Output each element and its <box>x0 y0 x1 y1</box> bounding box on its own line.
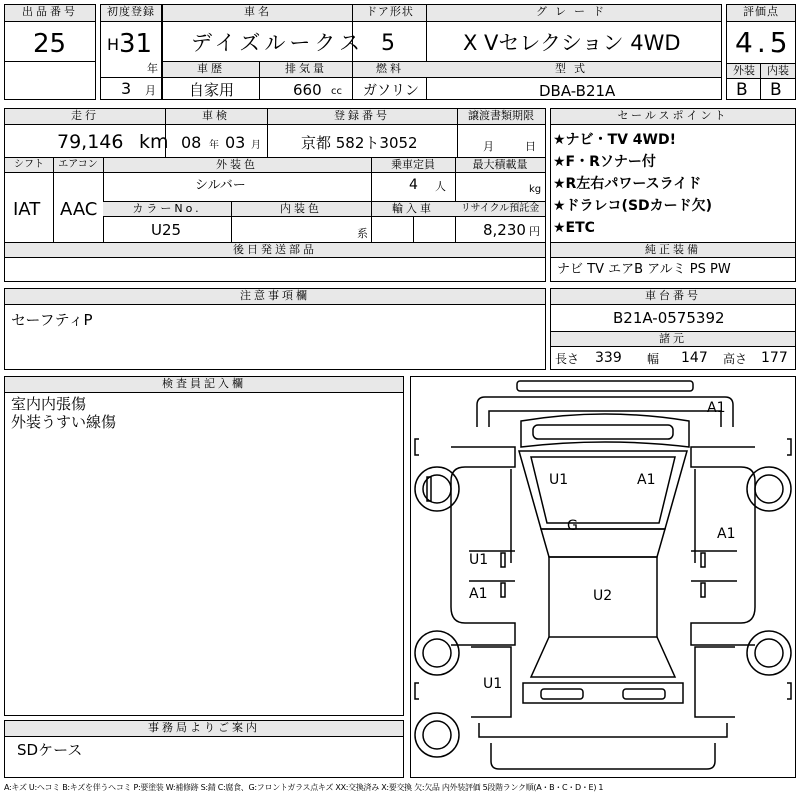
sales-point: ★ETC <box>553 220 595 236</box>
damage-mark: U1 <box>469 552 489 568</box>
height-label: 高さ <box>723 352 748 366</box>
shift-value: IAT <box>13 199 41 220</box>
chassis-value: B21A-0575392 <box>613 309 725 327</box>
office-label: 事務局よりご案内 <box>5 721 403 737</box>
inspector-line: 外装うすい線傷 <box>11 413 117 431</box>
color-no-label: カラーNo. <box>103 202 231 217</box>
chassis-box <box>550 288 796 370</box>
exterior-label: 外装 <box>727 64 761 79</box>
displacement-label: 排気量 <box>259 62 353 78</box>
damage-mark: U1 <box>549 472 569 488</box>
lot-value: 25 <box>33 29 67 59</box>
shift-label: シフト <box>5 158 53 173</box>
genuine-label: 純正装備 <box>551 243 795 258</box>
plate-label: 登録番号 <box>267 109 457 125</box>
score-box <box>726 4 796 100</box>
grade-value: X Vセレクション 4WD <box>463 31 681 55</box>
first-reg-box <box>100 4 162 100</box>
later-parts-label: 後日発送部品 <box>5 243 545 258</box>
transfer-label: 譲渡書類期限 <box>457 109 545 125</box>
fuel-value: ガソリン <box>363 83 419 99</box>
notes-label: 注意事項欄 <box>5 289 545 305</box>
plate-value: 京都 582ト3052 <box>301 134 418 152</box>
exterior-value: B <box>736 80 748 100</box>
car-outline-diagram <box>411 377 795 777</box>
lot-label: 出品番号 <box>5 5 95 22</box>
mileage-value: 79,146 <box>57 131 124 153</box>
history-label: 車歴 <box>163 62 259 78</box>
first-reg-label: 初度登録 <box>101 5 161 22</box>
details-box <box>4 108 546 282</box>
recycle-label: リサイクル預託金 <box>455 202 545 217</box>
grade-label: グレード <box>427 5 721 22</box>
transfer-month-unit: 月 <box>483 140 494 153</box>
sales-point: ★F・Rソナー付 <box>553 154 656 170</box>
inspection-year-unit: 年 <box>209 140 219 151</box>
history-value: 自家用 <box>189 81 235 99</box>
ac-value: AAC <box>60 199 98 220</box>
damage-mark: U1 <box>483 676 503 692</box>
month-value: 3 <box>121 79 132 98</box>
office-box <box>4 720 404 778</box>
height-value: 177 <box>761 350 788 366</box>
load-unit: kg <box>529 184 542 195</box>
sales-label: セールスポイント <box>551 109 795 125</box>
top-middle-box <box>162 4 722 100</box>
sales-point: ★ナビ・TV 4WD! <box>553 132 676 148</box>
notes-box <box>4 288 546 370</box>
sales-point: ★ドラレコ(SDカード欠) <box>553 198 713 214</box>
length-label: 長さ <box>555 352 580 366</box>
capacity-label: 乗車定員 <box>371 158 455 173</box>
mileage-label: 走行 <box>5 109 165 125</box>
car-name-label: 車名 <box>163 5 353 22</box>
width-value: 147 <box>681 350 708 366</box>
inspector-label: 検査員記入欄 <box>5 377 403 393</box>
sales-box <box>550 108 796 282</box>
inspection-month: 03 <box>225 133 246 152</box>
color-label: 外装色 <box>103 158 371 173</box>
year-value: 31 <box>119 29 153 59</box>
interior-value: B <box>770 80 782 100</box>
car-diagram <box>410 376 796 778</box>
year-unit: 年 <box>147 62 158 75</box>
mileage-unit: km <box>139 131 169 153</box>
sales-point: ★R左右パワースライド <box>553 176 702 192</box>
displacement-unit: cc <box>331 86 342 97</box>
office-value: SDケース <box>17 741 83 759</box>
import-label: 輸入車 <box>371 202 455 217</box>
damage-mark: G <box>567 518 578 534</box>
interior-label: 内装 <box>761 64 795 79</box>
door-label: ドア形状 <box>353 5 427 22</box>
inspection-label: 車検 <box>165 109 267 125</box>
damage-mark: U2 <box>593 588 613 604</box>
genuine-value: ナビ TV エアB アルミ PS PW <box>557 262 731 277</box>
car-name: デイズルークス <box>191 31 365 55</box>
interior-color-unit: 系 <box>357 227 368 240</box>
damage-mark: A1 <box>717 526 736 542</box>
model-label: 型式 <box>427 62 721 78</box>
color-no-value: U25 <box>151 221 182 239</box>
model-value: DBA-B21A <box>539 82 616 100</box>
recycle-value: 8,230 <box>483 221 526 239</box>
capacity-value: 4 <box>409 177 418 193</box>
recycle-unit: 円 <box>529 225 540 238</box>
inspector-box <box>4 376 404 716</box>
displacement-value: 660 <box>293 81 322 99</box>
interior-color-label: 内装色 <box>231 202 371 217</box>
score-value: 4.5 <box>735 26 792 59</box>
damage-mark: A1 <box>637 472 656 488</box>
dims-label: 諸元 <box>551 332 795 347</box>
notes-value: セーフティP <box>11 311 93 329</box>
era: H <box>107 35 120 54</box>
damage-mark: A1 <box>707 400 726 416</box>
door-value: 5 <box>381 31 395 56</box>
color-value: シルバー <box>195 178 246 193</box>
month-unit: 月 <box>145 84 156 97</box>
width-label: 幅 <box>647 352 660 366</box>
chassis-label: 車台番号 <box>551 289 795 305</box>
ac-label: エアコン <box>53 158 103 173</box>
inspection-month-unit: 月 <box>251 140 261 151</box>
transfer-day-unit: 日 <box>525 140 536 153</box>
score-label: 評価点 <box>727 5 795 22</box>
fuel-label: 燃料 <box>353 62 427 78</box>
length-value: 339 <box>595 350 622 366</box>
damage-mark: A1 <box>469 586 488 602</box>
inspection-year: 08 <box>181 133 202 152</box>
legend: A:キズ U:ヘコミ B:キズを伴うヘコミ P:要塗装 W:補修跡 S:錆 C:腐食、G:フロントガラス点キズ XX:交換済み X:要交換 欠:欠品 内外装評価 5段階ランク順(A・B・C・D・E) 1 <box>4 783 604 792</box>
inspector-line: 室内内張傷 <box>11 395 87 413</box>
lot-box <box>4 4 96 100</box>
capacity-unit: 人 <box>435 180 446 193</box>
load-label: 最大積載量 <box>455 158 545 173</box>
